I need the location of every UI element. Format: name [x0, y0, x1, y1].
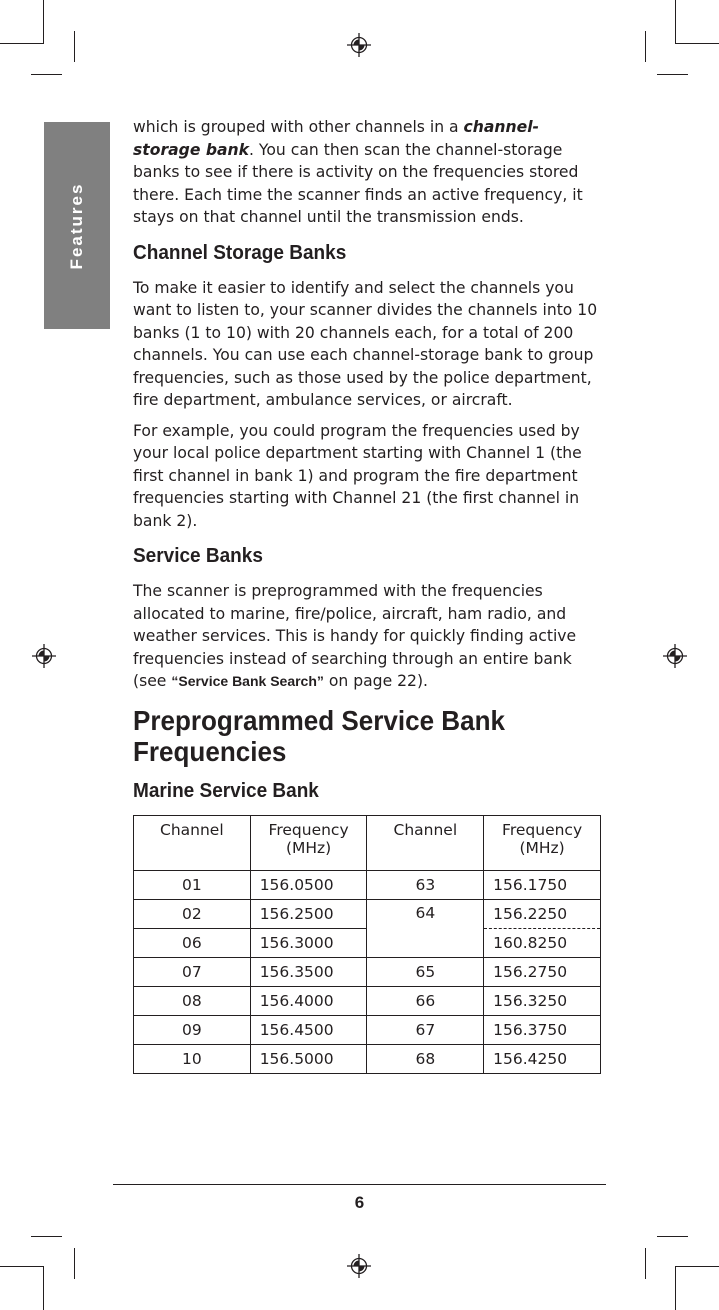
crop-mark	[43, 0, 44, 44]
crop-mark	[645, 1248, 646, 1279]
crop-mark	[0, 1266, 44, 1267]
channel-storage-paragraph-1: To make it easier to identify and select the channels you want to listen to, your scanner divides the channels into 10 banks (1 to 10) with 20 channels each, for a total of 200 channels. You can use each channel-storage bank to group frequencies, such as those used by the police department, fire department, ambulance services, or aircraft.	[133, 278, 598, 409]
table-cell: 02	[134, 899, 251, 928]
table-row	[134, 870, 601, 899]
table-cell: 156.2250	[484, 899, 601, 928]
table-cell: 156.3750	[484, 1015, 601, 1044]
table-cell: 09	[134, 1015, 251, 1044]
channel-storage-paragraph-2: For example, you could program the frequencies used by your local police department starting with Channel 1 (the first channel in bank 1) and program the fire department frequencies starting with Channel 21 (the first channel in bank 2).	[133, 421, 582, 530]
crop-mark	[675, 43, 719, 44]
table-cell: 156.2750	[484, 957, 601, 986]
table-row	[134, 1044, 601, 1073]
table-row	[134, 986, 601, 1015]
crop-mark	[645, 31, 646, 62]
table-cell: 01	[134, 870, 251, 899]
heading-channel-storage-banks: Channel Storage Banks	[133, 241, 347, 264]
service-banks-paragraph: The scanner is preprogrammed with the frequencies allocated to marine, fire/police, aircraft, ham radio, and weather services. This is handy for quickly finding active frequencies instead of searching through an entire bank (see “Service Bank Search” on page 22).	[133, 582, 577, 690]
intro-paragraph: which is grouped with other channels in a channel-storage bank. You can then scan the channel-storage banks to see if there is activity on the frequencies stored there. Each time the scanner finds an active frequency, it stays on that channel until the transmission ends.	[133, 118, 583, 226]
table-cell: 08	[134, 986, 251, 1015]
crop-mark	[657, 1236, 688, 1237]
heading-preprogrammed-frequencies: Preprogrammed Service Bank Frequencies	[133, 704, 505, 767]
table-cell: 07	[134, 957, 251, 986]
heading-marine-service-bank: Marine Service Bank	[133, 779, 319, 802]
registration-mark-icon	[347, 33, 371, 57]
footer-divider	[113, 1184, 606, 1185]
table-cell: 160.8250	[484, 928, 601, 957]
page-content	[133, 116, 603, 1074]
marine-frequency-table	[133, 815, 601, 1074]
section-side-tab	[44, 122, 110, 329]
table-cell: 10	[134, 1044, 251, 1073]
crop-mark	[0, 43, 44, 44]
table-row	[134, 957, 601, 986]
crop-mark	[675, 0, 676, 44]
crop-mark	[31, 1236, 62, 1237]
crop-mark	[675, 1266, 676, 1310]
table-cell: 156.5000	[250, 1044, 367, 1073]
column-header: Frequency (MHz)	[484, 815, 601, 870]
table-cell: 64	[367, 899, 484, 957]
registration-mark-icon	[32, 644, 56, 668]
table-header-row	[134, 815, 601, 870]
crop-mark	[74, 1248, 75, 1279]
term-channel-storage-bank: channel-storage bank	[133, 118, 540, 159]
table-cell: 156.3250	[484, 986, 601, 1015]
crop-mark	[31, 74, 62, 75]
table-cell: 63	[367, 870, 484, 899]
table-row	[134, 1015, 601, 1044]
side-tab-label: Features	[67, 182, 86, 269]
column-header: Frequency (MHz)	[250, 815, 367, 870]
table-row	[134, 899, 601, 928]
table-cell: 156.0500	[250, 870, 367, 899]
table-cell: 156.1750	[484, 870, 601, 899]
table-cell: 68	[367, 1044, 484, 1073]
table-cell: 06	[134, 928, 251, 957]
crop-mark	[74, 31, 75, 62]
table-cell: 156.3000	[250, 928, 367, 957]
table-cell: 156.2500	[250, 899, 367, 928]
table-cell: 65	[367, 957, 484, 986]
table-cell: 156.4250	[484, 1044, 601, 1073]
table-cell: 66	[367, 986, 484, 1015]
table-cell: 156.3500	[250, 957, 367, 986]
registration-mark-icon	[663, 644, 687, 668]
column-header: Channel	[367, 815, 484, 870]
table-cell: 156.4500	[250, 1015, 367, 1044]
column-header: Channel	[134, 815, 251, 870]
table-cell: 156.4000	[250, 986, 367, 1015]
heading-service-banks: Service Banks	[133, 545, 263, 567]
cross-reference-link[interactable]: “Service Bank Search”	[171, 673, 324, 689]
crop-mark	[43, 1266, 44, 1310]
crop-mark	[675, 1266, 719, 1267]
registration-mark-icon	[347, 1254, 371, 1278]
page-number: 6	[354, 1193, 365, 1212]
table-cell: 67	[367, 1015, 484, 1044]
crop-mark	[657, 74, 688, 75]
